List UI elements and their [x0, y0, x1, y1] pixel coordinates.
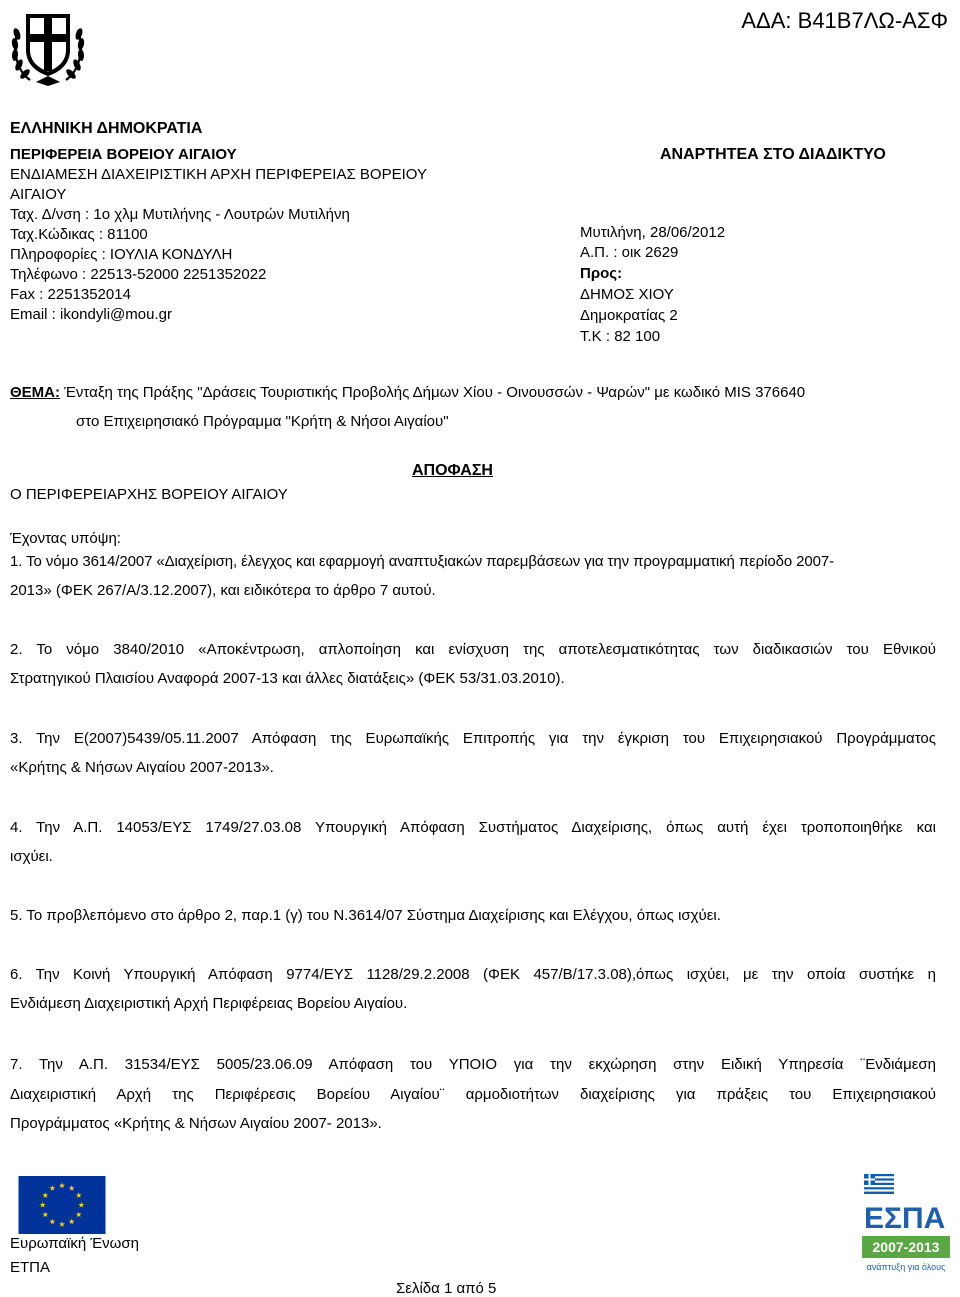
authority-line-2: ΑΙΓΑΙΟΥ	[10, 186, 67, 203]
decision-title: ΑΠΟΦΑΣΗ	[412, 462, 493, 479]
item-2-line-1: 2. Το νόμο 3840/2010 «Αποκέντρωση, απλοποίηση και ενίσχυση της αποτελεσματικότητας των διαδικασιών του Εθνικού	[10, 641, 936, 658]
subject-line-1	[10, 384, 805, 401]
subject-text: Ένταξη της Πράξης "Δράσεις Τουριστικής Προβολής Δήμων Χίου - Οινουσσών - Ψαρών" με κωδικό MIS 376640	[64, 384, 806, 401]
sender-address: Ταχ. Δ/νση : 1ο χλμ Μυτιλήνης - Λουτρών Μυτιλήνη	[10, 206, 350, 223]
item-7-line-1: 7. Την Α.Π. 31534/ΕΥΣ 5005/23.06.09 Απόφαση του ΥΠΟΙΟ για την εκχώρηση στην Ειδική Υπηρεσία ¨Ενδιάμεση	[10, 1056, 936, 1073]
item-6-line-1: 6. Την Κοινή Υπουργική Απόφαση 9774/ΕΥΣ 1128/29.2.2008 (ΦΕΚ 457/Β/17.3.08),όπως ισχύει, με την οποία συστήκε η	[10, 966, 936, 983]
item-2-line-2: Στρατηγικού Πλαισίου Αναφορά 2007-13 και άλλες διατάξεις» (ΦΕΚ 53/31.03.2010).	[10, 670, 565, 687]
recipient-label: Προς:	[580, 265, 623, 282]
authority-line-1: ΕΝΔΙΑΜΕΣΗ ΔΙΑΧΕΙΡΙΣΤΙΚΗ ΑΡΧΗ ΠΕΡΙΦΕΡΕΙΑΣ ΒΟΡΕΙΟΥ	[10, 166, 427, 183]
svg-text:2007-2013: 2007-2013	[872, 1239, 940, 1255]
item-1-line-2: 2013» (ΦΕΚ 267/Α/3.12.2007), και ειδικότερα το άρθρο 7 αυτού.	[10, 582, 436, 599]
greek-coat-of-arms-icon	[8, 4, 88, 88]
web-notice: ΑΝΑΡΤΗΤΕΑ ΣΤΟ ΔΙΑΔΙΚΤΥΟ	[660, 146, 886, 163]
greek-flag-icon	[864, 1174, 894, 1194]
sender-email[interactable]: Email : ikondyli@mou.gr	[10, 306, 172, 323]
sender-contact: Πληροφορίες : ΙΟΥΛΙΑ ΚΟΝΔΥΛΗ	[10, 246, 233, 263]
subject-label: ΘΕΜΑ:	[10, 384, 60, 401]
recipient-name: ΔΗΜΟΣ ΧΙΟΥ	[580, 286, 674, 303]
item-4-line-1: 4. Την Α.Π. 14053/ΕΥΣ 1749/27.03.08 Υπουργική Απόφαση Συστήματος Διαχείρισης, όπως αυτή έχει τροποποιηθήκε και	[10, 819, 936, 836]
ada-code: ΑΔΑ: Β41Β7ΛΩ-ΑΣΦ	[741, 8, 948, 33]
item-6-line-2: Ενδιάμεση Διαχειριστική Αρχή Περιφέρειας Βορείου Αιγαίου.	[10, 995, 408, 1012]
republic-title: ΕΛΛΗΝΙΚΗ ΔΗΜΟΚΡΑΤΙΑ	[10, 120, 203, 137]
espa-logo-icon	[860, 1170, 952, 1278]
sender-postcode: Ταχ.Κώδικας : 81100	[10, 226, 148, 243]
item-5-line-1: 5. Το προβλεπόμενο στο άρθρο 2, παρ.1 (γ) του Ν.3614/07 Σύστημα Διαχείρισης και Ελέγχου, όπως ισχύει.	[10, 907, 721, 924]
issuer: Ο ΠΕΡΙΦΕΡΕΙΑΡΧΗΣ ΒΟΡΕΙΟΥ ΑΙΓΑΙΟΥ	[10, 486, 288, 503]
item-4-line-2: ισχύει.	[10, 848, 53, 865]
subject-line-2: στο Επιχειρησιακό Πρόγραμμα "Κρήτη & Νήσοι Αιγαίου"	[76, 413, 449, 430]
region-name: ΠΕΡΙΦΕΡΕΙΑ ΒΟΡΕΙΟΥ ΑΙΓΑΙΟΥ	[10, 146, 237, 163]
item-7-line-3: Προγράμματος «Κρήτης & Νήσων Αιγαίου 2007- 2013».	[10, 1115, 382, 1132]
protocol-number: Α.Π. : οικ 2629	[580, 244, 679, 261]
recipient-postcode: Τ.Κ : 82 100	[580, 328, 661, 345]
svg-text:ΕΣΠΑ: ΕΣΠΑ	[864, 1202, 946, 1235]
page-number: Σελίδα 1 από 5	[396, 1280, 497, 1297]
sender-phone: Τηλέφωνο : 22513-52000 2251352022	[10, 266, 267, 283]
considering-label: Έχοντας υπόψη:	[10, 530, 121, 547]
recipient-street: Δημοκρατίας 2	[580, 307, 678, 324]
item-1-line-1: 1. Το νόμο 3614/2007 «Διαχείριση, έλεγχος και εφαρμογή αναπτυξιακών παρεμβάσεων για την προγραμματική περίοδο 2007-	[10, 553, 835, 570]
svg-text:ανάπτυξη για όλους: ανάπτυξη για όλους	[866, 1262, 946, 1272]
eu-label: Ευρωπαϊκή Ένωση	[10, 1235, 139, 1252]
fund-label: ΕΤΠΑ	[10, 1259, 51, 1276]
item-3-line-2: «Κρήτης & Νήσων Αιγαίου 2007-2013».	[10, 759, 274, 776]
item-7-line-2: Διαχειριστική Αρχή της Περιφέρεσις Βορείου Αιγαίου¨ αρμοδιοτήτων διαχείρισης για πράξεις του Επιχειρησιακού	[10, 1086, 936, 1103]
sender-fax: Fax : 2251352014	[10, 286, 131, 303]
eu-flag-icon	[18, 1176, 106, 1234]
place-date: Μυτιλήνη, 28/06/2012	[580, 224, 726, 241]
item-3-line-1: 3. Την Ε(2007)5439/05.11.2007 Απόφαση της Ευρωπαϊκής Επιτροπής για την έγκριση του Επιχειρησιακού Προγράμματος	[10, 730, 936, 747]
